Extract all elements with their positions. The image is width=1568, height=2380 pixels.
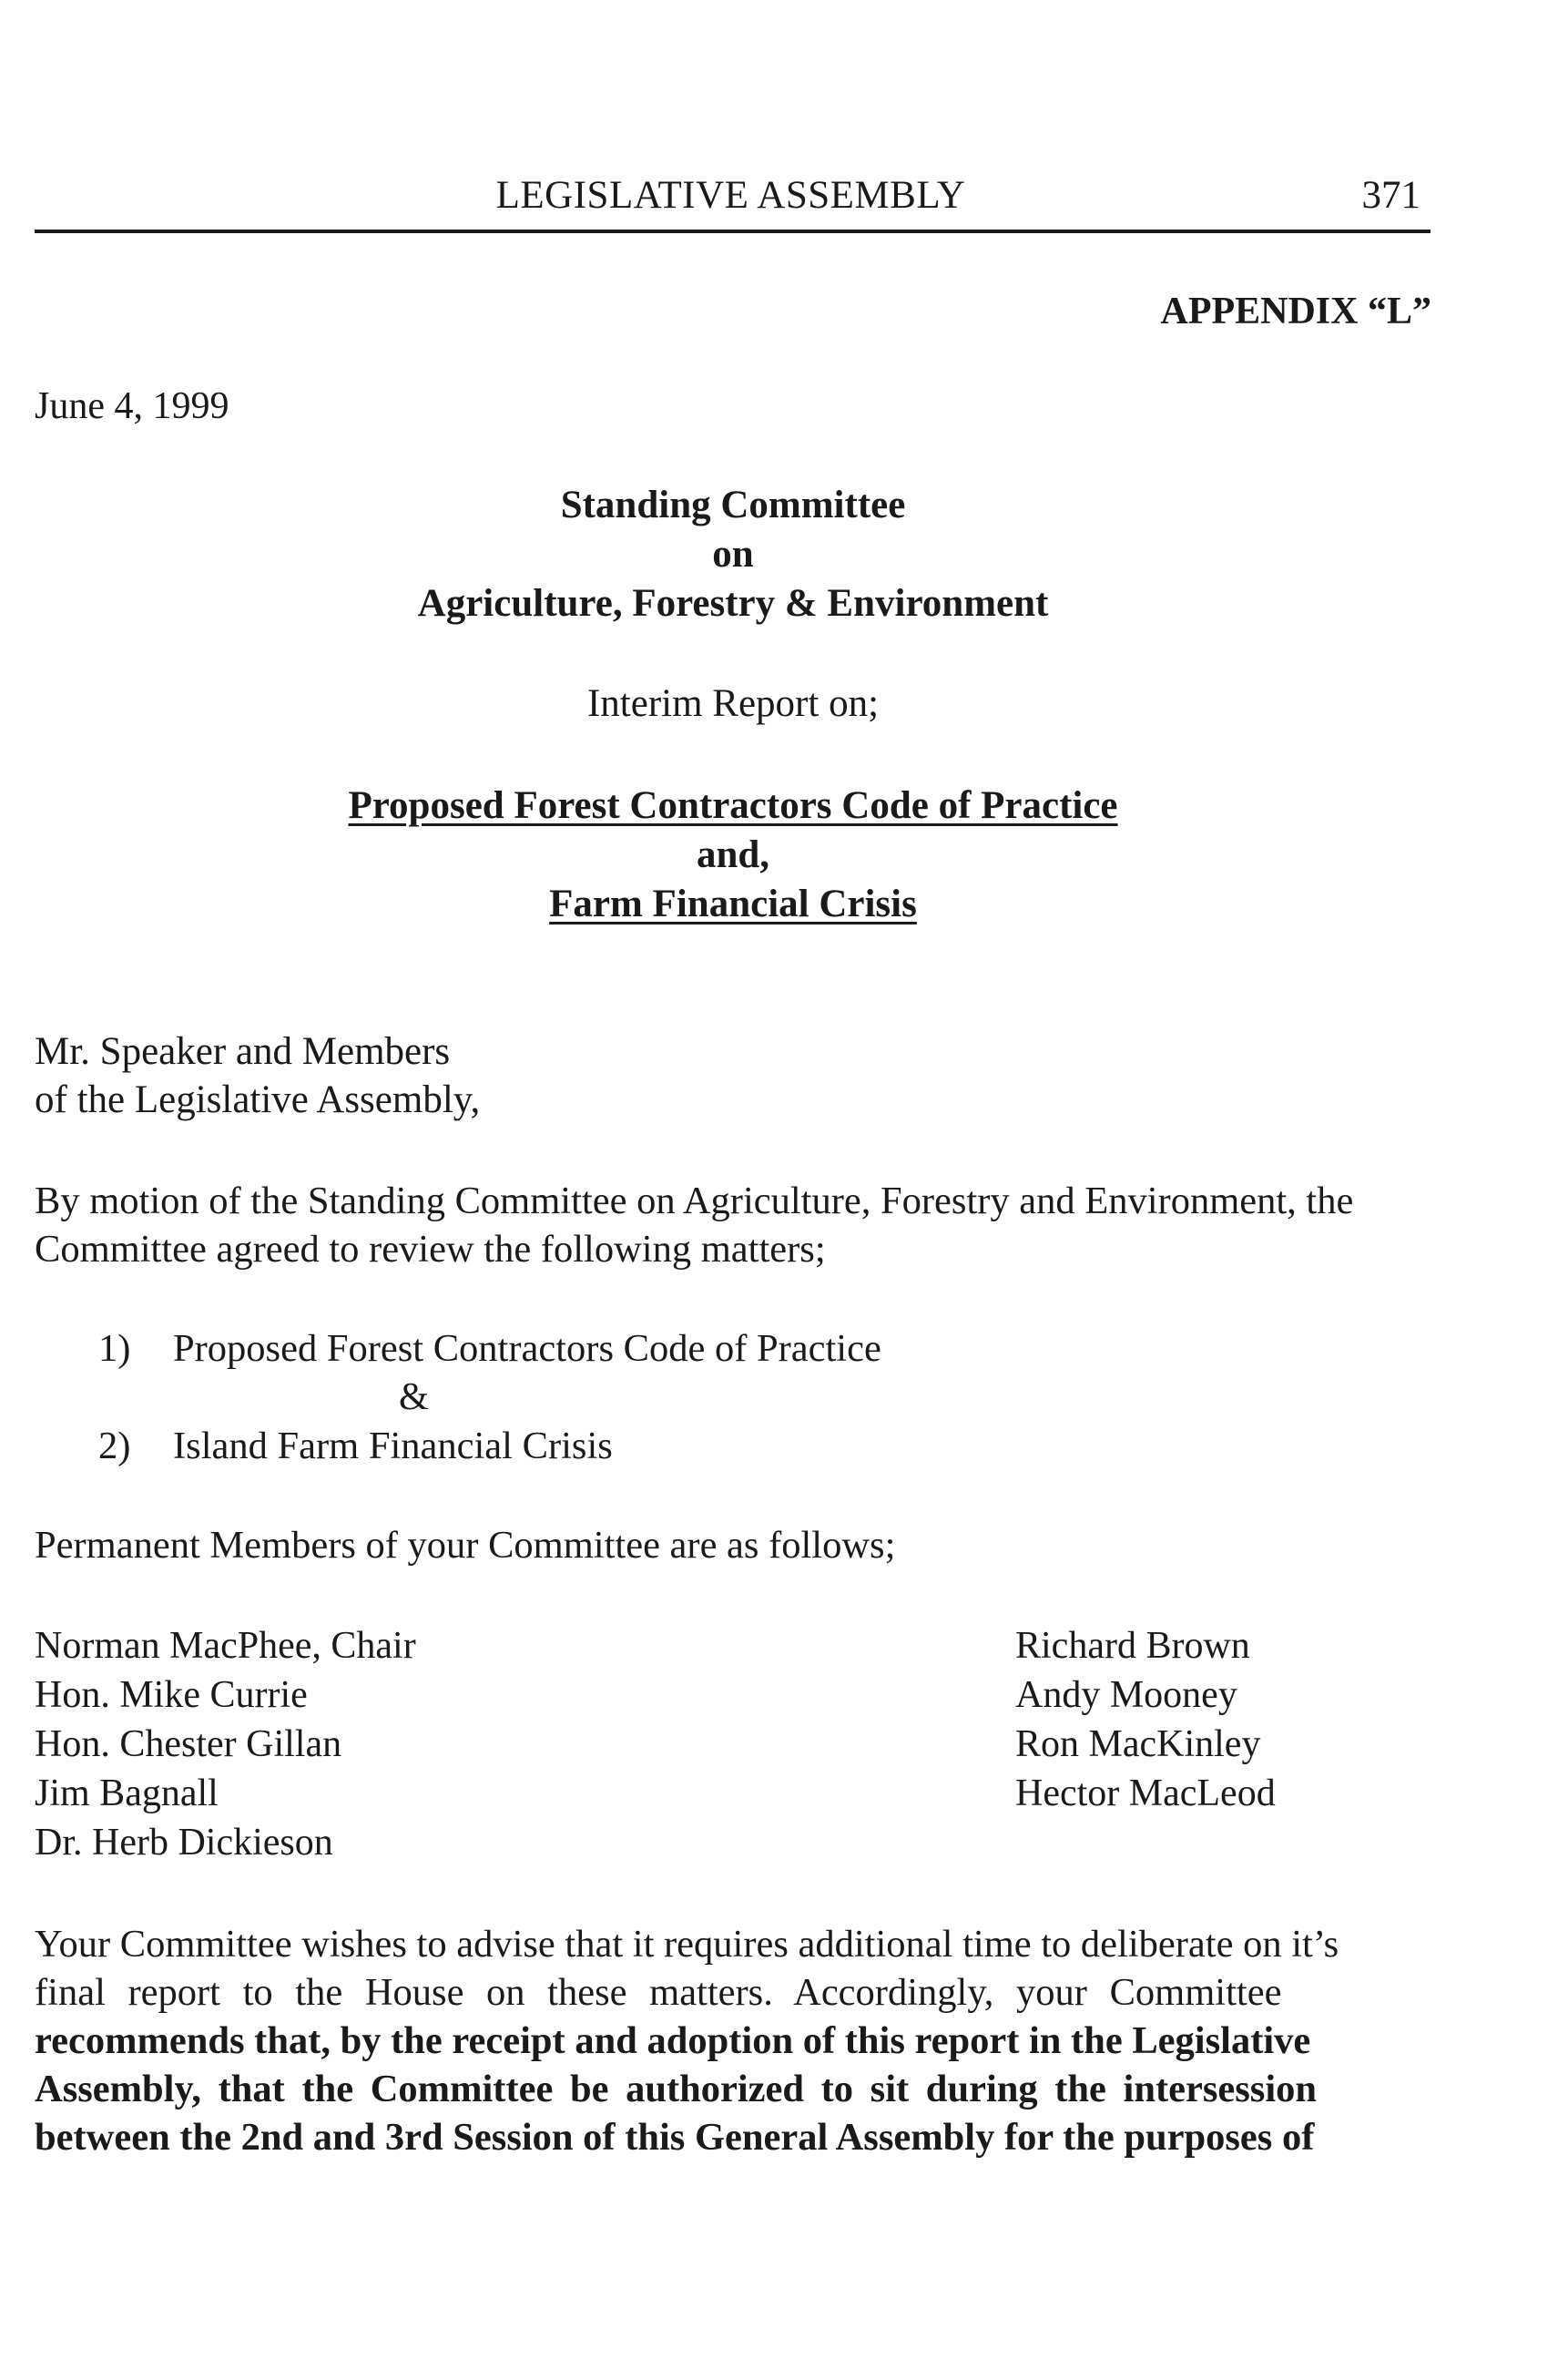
committee-title-block [0,481,1466,628]
members-intro: Permanent Members of your Committee are as follows; [35,1524,896,1567]
header-rule [35,230,1431,233]
matters-connector: & [399,1375,430,1418]
report-subject-2: Farm Financial Crisis [549,883,917,925]
salutation [35,1027,480,1124]
page-number: 371 [1361,174,1420,217]
member-name: Norman MacPhee, Chair [35,1625,416,1667]
member-name: Dr. Herb Dickieson [35,1822,333,1864]
matter-2-number: 2) [98,1425,131,1467]
member-name: Andy Mooney [1015,1674,1237,1716]
running-header-title: LEGISLATIVE ASSEMBLY [495,174,966,217]
committee-title-line1: Standing Committee [560,484,906,526]
member-name: Jim Bagnall [35,1772,219,1814]
closing-paragraph [35,1920,1431,2161]
closing-line4: Assembly, that the Committee be authorized to sit during the intersession [35,2068,1318,2110]
members-right-column [1015,1621,1276,1818]
committee-title-line3: Agriculture, Forestry & Environment [417,582,1049,625]
member-name: Hon. Chester Gillan [35,1723,342,1765]
report-intro-block [0,679,1466,729]
salutation-line2: of the Legislative Assembly, [35,1078,481,1121]
matter-2-text: Island Farm Financial Crisis [173,1425,613,1467]
closing-line5: between the 2nd and 3rd Session of this General Assembly for the purposes of [35,2116,1315,2159]
motion-paragraph [35,1177,1431,1273]
closing-line1: Your Committee wishes to advise that it requires additional time to deliberate on it’s [35,1923,1339,1966]
report-subjects-block [0,781,1466,929]
members-left-column [35,1621,416,1867]
member-name: Richard Brown [1015,1625,1250,1667]
report-subject-1: Proposed Forest Contractors Code of Practice [348,784,1118,827]
report-date: June 4, 1999 [35,385,229,427]
committee-title-line2: on [712,533,754,576]
member-name: Ron MacKinley [1015,1723,1261,1765]
report-intro: Interim Report on; [586,682,880,725]
motion-line1: By motion of the Standing Committee on Agriculture, Forestry and Environment, the [35,1180,1354,1222]
salutation-line1: Mr. Speaker and Members [35,1030,451,1073]
member-name: Hon. Mike Currie [35,1674,308,1716]
closing-line3: recommends that, by the receipt and adoption of this report in the Legislative [35,2019,1311,2062]
member-name: Hector MacLeod [1015,1772,1276,1814]
motion-line2: Committee agreed to review the following matters; [35,1228,826,1271]
appendix-label: APPENDIX “L” [1160,291,1431,332]
closing-line2: final report to the House on these matters. Accordingly, your Committee [35,1971,1282,2014]
report-subjects-connector: and, [696,833,770,876]
matter-1-text: Proposed Forest Contractors Code of Practice [173,1327,881,1370]
matter-1-number: 1) [98,1327,131,1370]
